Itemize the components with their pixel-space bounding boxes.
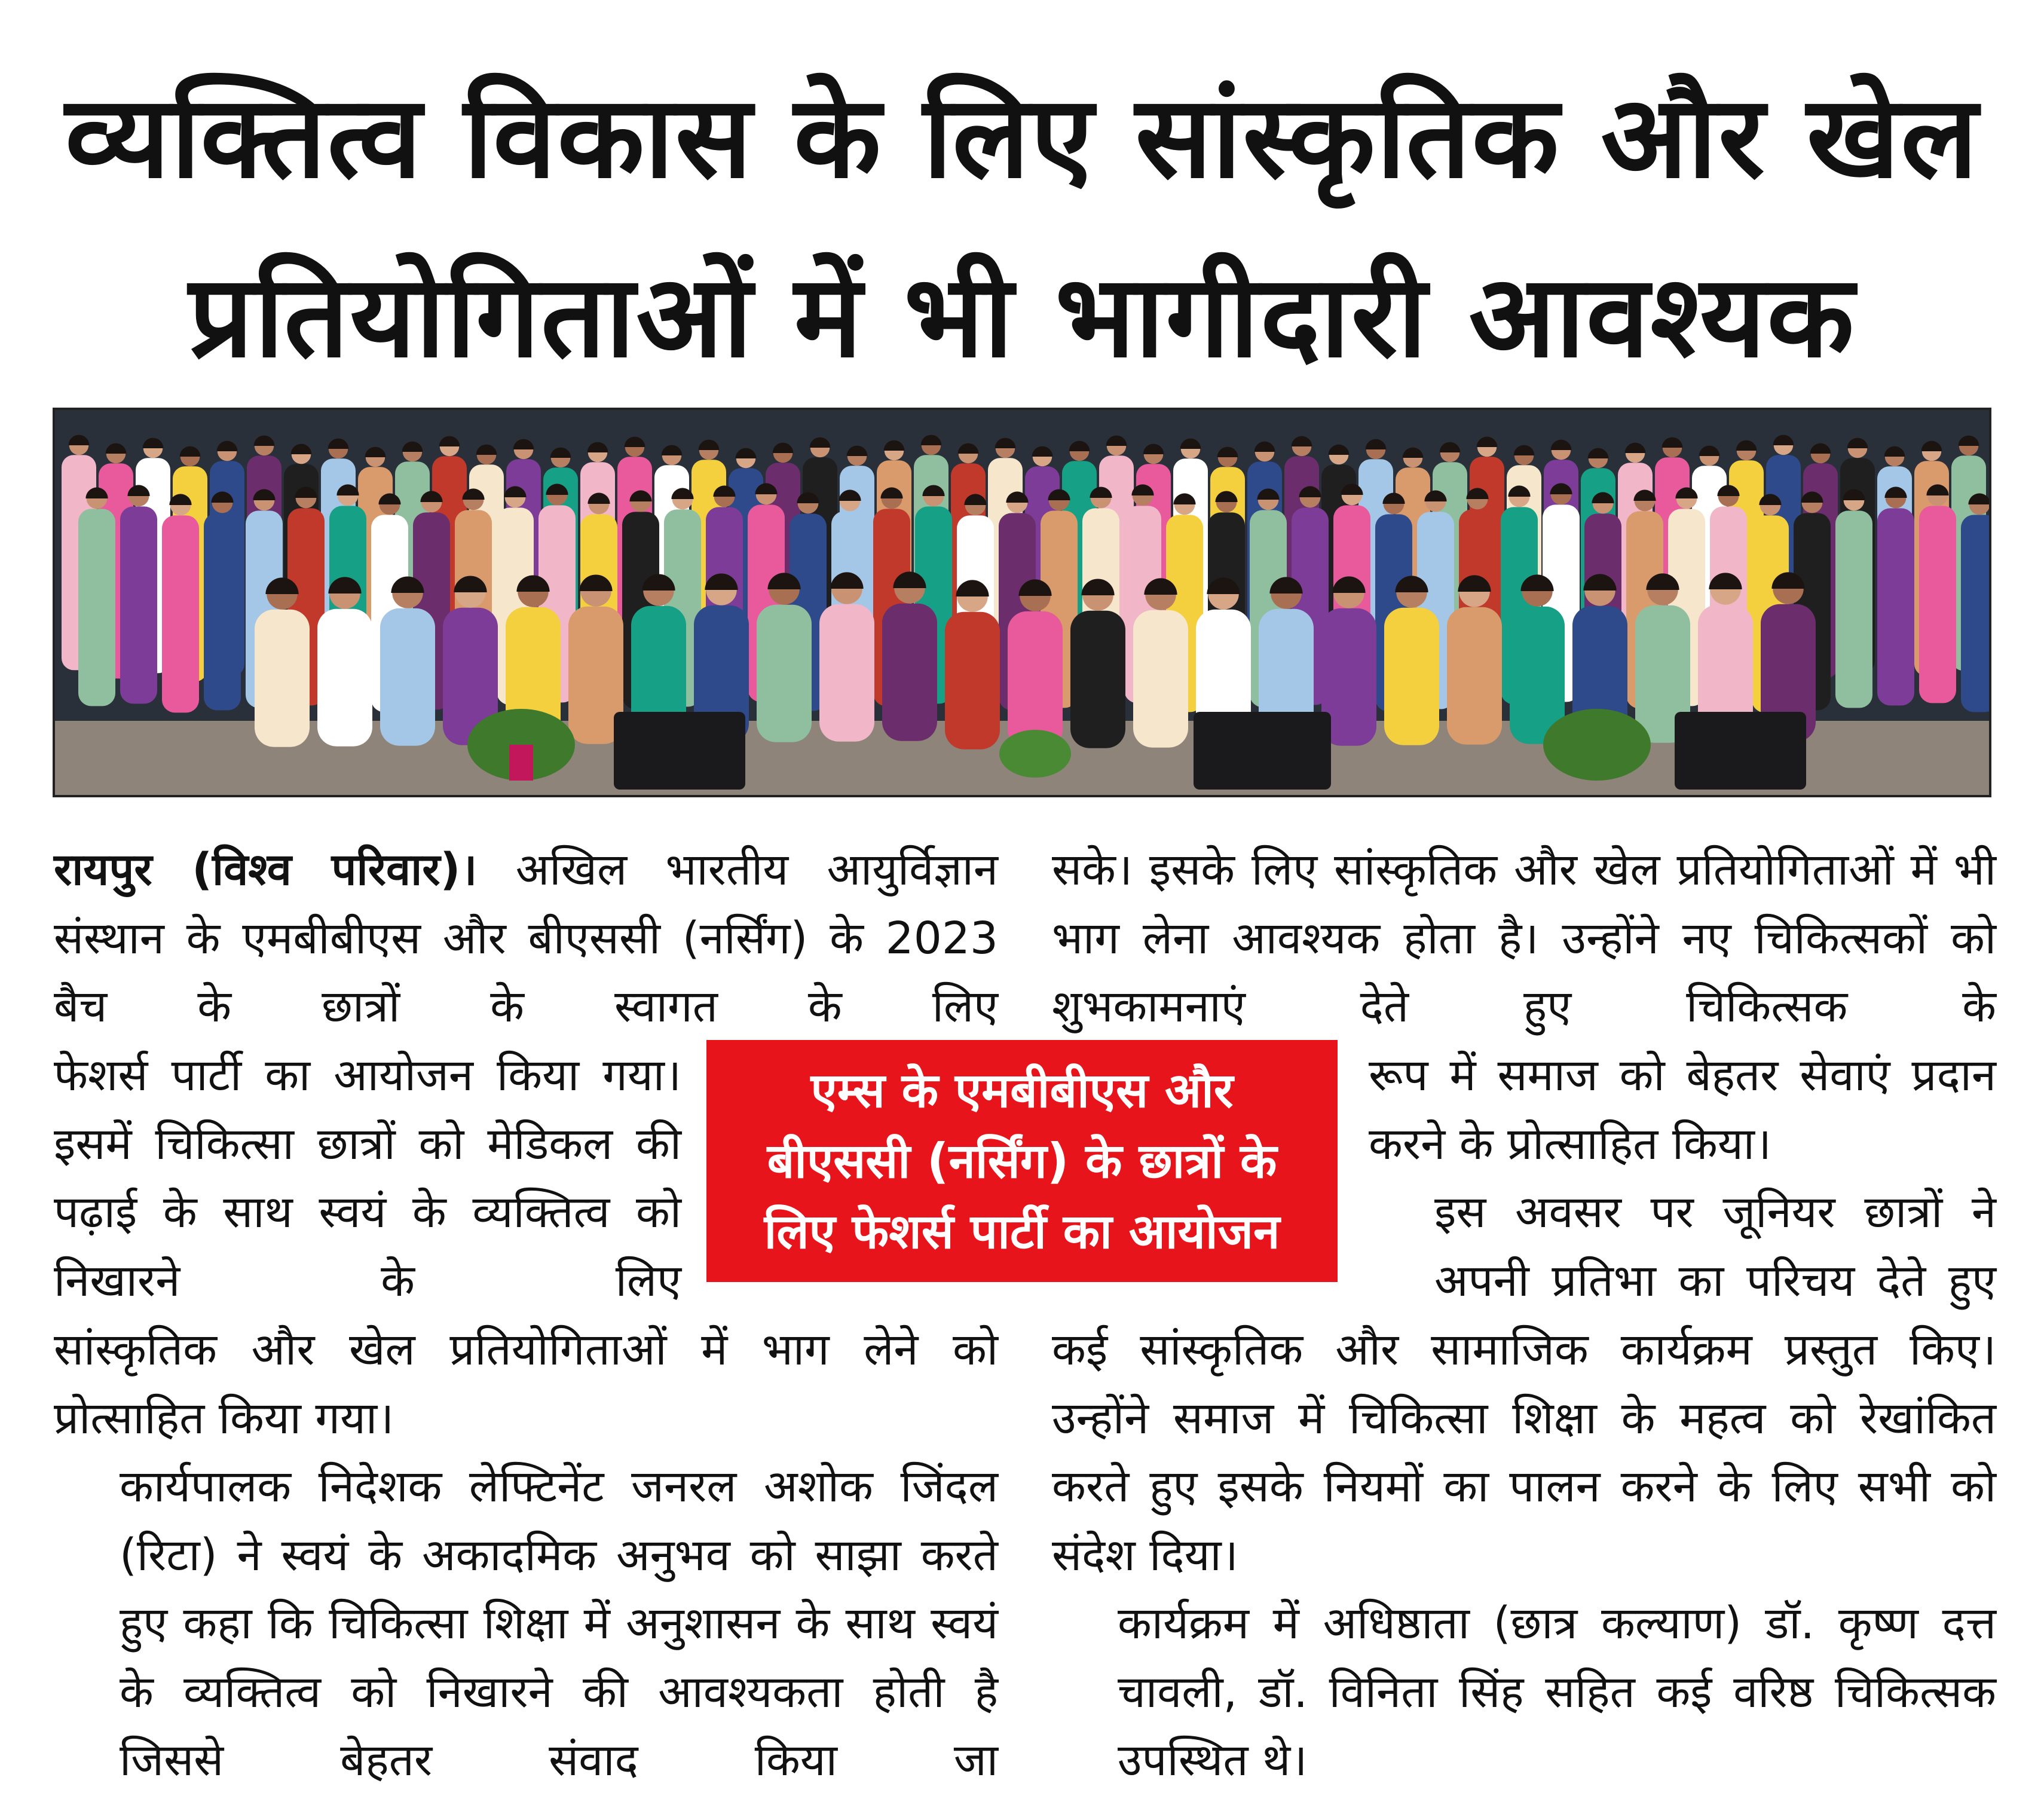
person-body [1133,610,1188,748]
headline-line-1: व्यक्तित्व विकास के लिए सांस्कृतिक और खेल [65,71,1979,203]
person-body [1877,508,1914,705]
person-body [255,610,310,747]
person-body [380,608,435,746]
article-left-p1-c: सांस्कृतिक और खेल प्रतियोगिताओं में भाग लेने को प्रोत्साहित किया गया। [54,1324,998,1444]
person-body [162,515,199,712]
person-body [1835,510,1872,708]
person-body [1919,506,1956,703]
stage-speaker-middle [1194,712,1331,790]
article-right-p1-b: रूप में समाज को बेहतर सेवाएं प्रदान करने के प्रोत्साहित किया। [1369,1050,1996,1170]
stage-speaker-right [1675,712,1806,790]
article-right-top [1052,836,1996,1041]
person-body [757,605,812,742]
stage-speaker-left [614,712,745,790]
article-right-p2-a: इस अवसर पर जूनियर छात्रों ने अपनी प्रतिभा का परिचय देते हुए [1434,1186,1996,1307]
article-right-p3: कार्यक्रम में अधिष्ठाता (छात्र कल्याण) डॉ. कृष्ण दत्त चावली, डॉ. विनिता सिंह सहित कई वरिष्ठ चिकित्सक उपस्थित थे। [1118,1598,1996,1786]
article-right-bottom [1052,1316,1996,1795]
plant-pot-left [509,745,533,781]
callout-line-2: बीएससी (नर्सिंग) के छात्रों के [767,1133,1277,1189]
article-left-p1-b: फेशर्स पार्टी का आयोजन किया गया। इसमें चिकित्सा छात्रों को मेडिकल की पढ़ाई के साथ स्वयं के व्यक्तित्व को निखारने के लिए [54,1050,681,1307]
article-right-mid [1369,1041,1996,1315]
plant-right [1543,709,1651,781]
article-left-mid [54,1041,681,1315]
callout-line-3: लिए फेशर्स पार्टी का आयोजन [764,1203,1280,1259]
person-body [819,604,874,742]
article-left-p2: कार्यपालक निदेशक लेफ्टिनेंट जनरल अशोक जिंदल (रिटा) ने स्वयं के अकादमिक अनुभव को साझा करते हुए कहा कि चिकित्सा शिक्षा में अनुशासन के साथ स्वयं के व्यक्तित्व को निखारने की आवश्यकता होती है जिससे बेहतर संवाद किया जा [120,1461,998,1786]
headline [36,48,2008,406]
person-body [120,506,157,703]
headline-line-2: प्रतियोगिताओं में भी भागीदारी आवश्यक [188,250,1856,383]
person-body [317,609,372,747]
plant-mid [999,730,1071,778]
dateline: रायपुर (विश्व परिवार)। [54,844,478,895]
article-right-p1-a: सके। इसके लिए सांस्कृतिक और खेल प्रतियोगिताओं में भी भाग लेना आवश्यक होता है। उन्होंने नए चिकित्सकों को शुभकामनाएं देते हुए चिकित्सक के [1052,844,1996,1032]
callout-box [706,1040,1338,1282]
person-body [1070,611,1125,748]
article-left-top [54,836,998,1041]
person-body [1447,607,1502,745]
article-right-p2-b: कई सांस्कृतिक और सामाजिक कार्यक्रम प्रस्तुत किए। उन्होंने समाज में चिकित्सा शिक्षा के महत्व को रेखांकित करते हुए इसके नियमों का पालन करने के लिए सभी को संदेश दिया। [1052,1324,1996,1581]
person-body [1008,611,1063,749]
article-left-p1-a: अखिल भारतीय आयुर्विज्ञान संस्थान के एमबीबीएस और बीएससी (नर्सिंग) के 2023 बैच के छात्रों के स्वागत के लिए [54,844,998,1032]
person-body [204,513,241,710]
callout-line-1: एम्स के एमबीबीएस और [810,1062,1234,1118]
person-body [882,604,937,741]
article-left-bottom [54,1316,998,1795]
person-body [78,509,115,706]
person-body [1961,515,1989,712]
person-body [1384,608,1439,745]
person-body [945,612,1000,750]
group-photo-illustration [55,410,1989,795]
group-photo [53,408,1991,797]
